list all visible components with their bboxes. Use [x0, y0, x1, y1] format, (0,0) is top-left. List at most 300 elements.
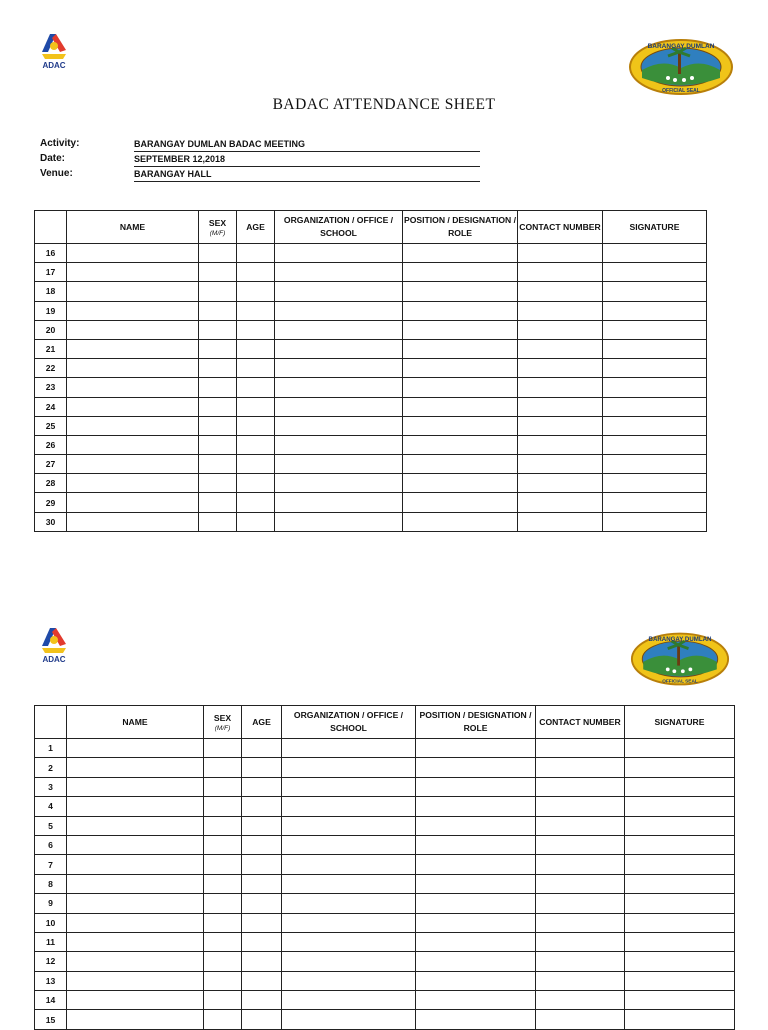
age-cell[interactable] — [242, 758, 282, 777]
name-cell[interactable] — [67, 991, 204, 1010]
age-cell[interactable] — [242, 777, 282, 796]
position-cell[interactable] — [416, 816, 536, 835]
contact-cell[interactable] — [518, 320, 603, 339]
organization-cell[interactable] — [282, 758, 416, 777]
age-cell[interactable] — [242, 816, 282, 835]
signature-cell[interactable] — [625, 758, 735, 777]
age-cell[interactable] — [242, 952, 282, 971]
svg-text:ADAC: ADAC — [42, 655, 66, 664]
signature-cell[interactable] — [625, 913, 735, 932]
organization-cell[interactable] — [275, 493, 403, 512]
age-cell[interactable] — [242, 855, 282, 874]
sex-cell[interactable] — [204, 991, 242, 1010]
sex-cell[interactable] — [199, 435, 237, 454]
signature-cell[interactable] — [603, 416, 707, 435]
name-cell[interactable] — [67, 455, 199, 474]
sex-cell[interactable] — [204, 758, 242, 777]
sex-cell[interactable] — [204, 913, 242, 932]
venue-label: Venue: — [40, 168, 73, 179]
svg-text:ADAC: ADAC — [42, 61, 66, 70]
header-position: POSITION / DESIGNATION / ROLE — [416, 706, 536, 739]
sex-cell[interactable] — [204, 1010, 242, 1029]
header-signature: SIGNATURE — [625, 706, 735, 739]
position-cell[interactable] — [416, 991, 536, 1010]
header-contact: CONTACT NUMBER — [518, 211, 603, 244]
organization-cell[interactable] — [282, 1010, 416, 1029]
signature-cell[interactable] — [625, 971, 735, 990]
attendance-table-1 — [34, 210, 707, 532]
signature-cell[interactable] — [603, 493, 707, 512]
position-cell[interactable] — [403, 320, 518, 339]
position-cell[interactable] — [416, 835, 536, 854]
name-cell[interactable] — [67, 971, 204, 990]
organization-cell[interactable] — [275, 263, 403, 282]
table-row — [35, 244, 707, 263]
organization-cell[interactable] — [282, 952, 416, 971]
age-cell[interactable] — [237, 397, 275, 416]
age-cell[interactable] — [237, 512, 275, 531]
sex-cell[interactable] — [199, 359, 237, 378]
contact-cell[interactable] — [536, 835, 625, 854]
table-row — [35, 913, 735, 932]
signature-cell[interactable] — [603, 359, 707, 378]
signature-cell[interactable] — [603, 435, 707, 454]
organization-cell[interactable] — [275, 339, 403, 358]
table-row — [35, 971, 735, 990]
age-cell[interactable] — [242, 894, 282, 913]
age-cell[interactable] — [242, 835, 282, 854]
organization-cell[interactable] — [275, 359, 403, 378]
age-cell[interactable] — [237, 263, 275, 282]
organization-cell[interactable] — [282, 816, 416, 835]
table-row — [35, 932, 735, 951]
contact-cell[interactable] — [536, 991, 625, 1010]
contact-cell[interactable] — [518, 359, 603, 378]
age-cell[interactable] — [237, 474, 275, 493]
name-cell[interactable] — [67, 758, 204, 777]
age-cell[interactable] — [242, 874, 282, 893]
age-cell[interactable] — [237, 282, 275, 301]
name-cell[interactable] — [67, 1010, 204, 1029]
row-number: 11 — [35, 932, 67, 951]
signature-cell[interactable] — [603, 301, 707, 320]
header-number — [35, 706, 67, 739]
age-cell[interactable] — [242, 932, 282, 951]
sex-cell[interactable] — [204, 932, 242, 951]
row-number: 2 — [35, 758, 67, 777]
name-cell[interactable] — [67, 493, 199, 512]
row-number: 28 — [35, 474, 67, 493]
name-cell[interactable] — [67, 301, 199, 320]
signature-cell[interactable] — [603, 282, 707, 301]
signature-cell[interactable] — [625, 1010, 735, 1029]
header-name: NAME — [67, 706, 204, 739]
organization-cell[interactable] — [275, 244, 403, 263]
contact-cell[interactable] — [518, 416, 603, 435]
position-cell[interactable] — [416, 797, 536, 816]
organization-cell[interactable] — [275, 416, 403, 435]
sex-cell[interactable] — [204, 797, 242, 816]
row-number: 14 — [35, 991, 67, 1010]
name-cell[interactable] — [67, 263, 199, 282]
table-row — [35, 339, 707, 358]
sex-cell[interactable] — [204, 971, 242, 990]
svg-text:OFFICIAL SEAL: OFFICIAL SEAL — [662, 678, 698, 684]
table-row — [35, 359, 707, 378]
contact-cell[interactable] — [536, 1010, 625, 1029]
svg-text:BARANGAY DUMLAN: BARANGAY DUMLAN — [648, 636, 712, 644]
sex-cell[interactable] — [199, 244, 237, 263]
contact-cell[interactable] — [518, 512, 603, 531]
signature-cell[interactable] — [625, 835, 735, 854]
activity-value: BARANGAY DUMLAN BADAC MEETING — [134, 138, 480, 152]
signature-cell[interactable] — [603, 397, 707, 416]
organization-cell[interactable] — [282, 739, 416, 758]
table-row — [35, 758, 735, 777]
sex-cell[interactable] — [204, 835, 242, 854]
organization-cell[interactable] — [275, 282, 403, 301]
name-cell[interactable] — [67, 855, 204, 874]
contact-cell[interactable] — [536, 971, 625, 990]
table-row — [35, 378, 707, 397]
name-cell[interactable] — [67, 282, 199, 301]
position-cell[interactable] — [403, 339, 518, 358]
sex-cell[interactable] — [199, 339, 237, 358]
contact-cell[interactable] — [536, 913, 625, 932]
table-row — [35, 952, 735, 971]
row-number: 8 — [35, 874, 67, 893]
contact-cell[interactable] — [518, 378, 603, 397]
name-cell[interactable] — [67, 932, 204, 951]
contact-cell[interactable] — [536, 758, 625, 777]
sex-cell[interactable] — [199, 512, 237, 531]
organization-cell[interactable] — [275, 378, 403, 397]
contact-cell[interactable] — [518, 435, 603, 454]
header-organization: ORGANIZATION / OFFICE / SCHOOL — [275, 211, 403, 244]
header-position: POSITION / DESIGNATION / ROLE — [403, 211, 518, 244]
position-cell[interactable] — [403, 435, 518, 454]
position-cell[interactable] — [403, 301, 518, 320]
signature-cell[interactable] — [603, 512, 707, 531]
venue-value: BARANGAY HALL — [134, 168, 480, 182]
header-sex — [199, 211, 237, 244]
position-cell[interactable] — [416, 952, 536, 971]
age-cell[interactable] — [237, 301, 275, 320]
signature-cell[interactable] — [603, 378, 707, 397]
age-cell[interactable] — [242, 739, 282, 758]
position-cell[interactable] — [403, 359, 518, 378]
name-cell[interactable] — [67, 797, 204, 816]
contact-cell[interactable] — [518, 455, 603, 474]
age-cell[interactable] — [237, 455, 275, 474]
row-number: 4 — [35, 797, 67, 816]
table-header-row — [35, 211, 707, 244]
contact-cell[interactable] — [518, 397, 603, 416]
date-label: Date: — [40, 153, 66, 164]
signature-cell[interactable] — [625, 932, 735, 951]
table-row — [35, 320, 707, 339]
row-number: 13 — [35, 971, 67, 990]
sex-cell[interactable] — [199, 263, 237, 282]
signature-cell[interactable] — [625, 816, 735, 835]
row-number: 6 — [35, 835, 67, 854]
position-cell[interactable] — [416, 777, 536, 796]
table-row — [35, 455, 707, 474]
organization-cell[interactable] — [282, 874, 416, 893]
name-cell[interactable] — [67, 435, 199, 454]
row-number: 25 — [35, 416, 67, 435]
signature-cell[interactable] — [625, 855, 735, 874]
sex-cell[interactable] — [199, 474, 237, 493]
svg-text:OFFICIAL SEAL: OFFICIAL SEAL — [662, 88, 700, 94]
contact-cell[interactable] — [518, 301, 603, 320]
activity-row — [40, 138, 480, 152]
position-cell[interactable] — [416, 971, 536, 990]
organization-cell[interactable] — [275, 320, 403, 339]
contact-cell[interactable] — [536, 816, 625, 835]
date-value: SEPTEMBER 12,2018 — [134, 153, 480, 167]
signature-cell[interactable] — [603, 263, 707, 282]
age-cell[interactable] — [237, 416, 275, 435]
contact-cell[interactable] — [518, 339, 603, 358]
position-cell[interactable] — [403, 244, 518, 263]
table-header-row — [35, 706, 735, 739]
organization-cell[interactable] — [275, 301, 403, 320]
organization-cell[interactable] — [282, 932, 416, 951]
name-cell[interactable] — [67, 913, 204, 932]
table-row — [35, 777, 735, 796]
row-number: 15 — [35, 1010, 67, 1029]
meeting-info — [40, 138, 480, 183]
contact-cell[interactable] — [518, 244, 603, 263]
table-row — [35, 894, 735, 913]
position-cell[interactable] — [416, 874, 536, 893]
age-cell[interactable] — [237, 320, 275, 339]
table-row — [35, 816, 735, 835]
contact-cell[interactable] — [536, 739, 625, 758]
age-cell[interactable] — [237, 359, 275, 378]
row-number: 12 — [35, 952, 67, 971]
table-row — [35, 416, 707, 435]
contact-cell[interactable] — [536, 894, 625, 913]
name-cell[interactable] — [67, 835, 204, 854]
organization-cell[interactable] — [275, 512, 403, 531]
organization-cell[interactable] — [275, 435, 403, 454]
table-row — [35, 397, 707, 416]
age-cell[interactable] — [242, 971, 282, 990]
row-number: 21 — [35, 339, 67, 358]
position-cell[interactable] — [403, 416, 518, 435]
row-number: 24 — [35, 397, 67, 416]
signature-cell[interactable] — [625, 874, 735, 893]
row-number: 23 — [35, 378, 67, 397]
organization-cell[interactable] — [282, 913, 416, 932]
sex-cell[interactable] — [199, 416, 237, 435]
sex-cell[interactable] — [204, 952, 242, 971]
table-row — [35, 435, 707, 454]
sex-cell[interactable] — [204, 816, 242, 835]
position-cell[interactable] — [403, 512, 518, 531]
sex-cell[interactable] — [199, 378, 237, 397]
position-cell[interactable] — [416, 894, 536, 913]
contact-cell[interactable] — [518, 474, 603, 493]
barangay-seal-logo — [628, 38, 734, 96]
svg-text:BARANGAY DUMLAN: BARANGAY DUMLAN — [647, 43, 715, 50]
header-age: AGE — [237, 211, 275, 244]
name-cell[interactable] — [67, 474, 199, 493]
header-contact: CONTACT NUMBER — [536, 706, 625, 739]
position-cell[interactable] — [416, 932, 536, 951]
row-number: 20 — [35, 320, 67, 339]
table-row — [35, 493, 707, 512]
position-cell[interactable] — [416, 739, 536, 758]
sex-cell[interactable] — [199, 282, 237, 301]
signature-cell[interactable] — [603, 339, 707, 358]
signature-cell[interactable] — [625, 991, 735, 1010]
name-cell[interactable] — [67, 339, 199, 358]
contact-cell[interactable] — [536, 797, 625, 816]
table-row — [35, 797, 735, 816]
age-cell[interactable] — [242, 991, 282, 1010]
contact-cell[interactable] — [518, 282, 603, 301]
name-cell[interactable] — [67, 874, 204, 893]
row-number: 27 — [35, 455, 67, 474]
position-cell[interactable] — [403, 397, 518, 416]
row-number: 7 — [35, 855, 67, 874]
header-sex — [204, 706, 242, 739]
position-cell[interactable] — [403, 493, 518, 512]
name-cell[interactable] — [67, 378, 199, 397]
age-cell[interactable] — [237, 435, 275, 454]
organization-cell[interactable] — [275, 397, 403, 416]
table-row — [35, 512, 707, 531]
row-number: 3 — [35, 777, 67, 796]
organization-cell[interactable] — [282, 835, 416, 854]
signature-cell[interactable] — [625, 894, 735, 913]
venue-row — [40, 168, 480, 182]
signature-cell[interactable] — [625, 797, 735, 816]
contact-cell[interactable] — [536, 777, 625, 796]
sex-cell[interactable] — [199, 397, 237, 416]
sex-cell[interactable] — [199, 320, 237, 339]
row-number: 22 — [35, 359, 67, 378]
organization-cell[interactable] — [282, 971, 416, 990]
position-cell[interactable] — [416, 1010, 536, 1029]
sex-cell[interactable] — [199, 455, 237, 474]
signature-cell[interactable] — [625, 777, 735, 796]
table-row — [35, 874, 735, 893]
name-cell[interactable] — [67, 320, 199, 339]
signature-cell[interactable] — [625, 739, 735, 758]
sex-cell[interactable] — [204, 777, 242, 796]
row-number: 17 — [35, 263, 67, 282]
attendance-table-2 — [34, 705, 735, 1030]
table-row — [35, 855, 735, 874]
name-cell[interactable] — [67, 512, 199, 531]
position-cell[interactable] — [416, 913, 536, 932]
signature-cell[interactable] — [625, 952, 735, 971]
organization-cell[interactable] — [282, 991, 416, 1010]
age-cell[interactable] — [242, 1010, 282, 1029]
table-row — [35, 263, 707, 282]
organization-cell[interactable] — [275, 474, 403, 493]
position-cell[interactable] — [403, 474, 518, 493]
signature-cell[interactable] — [603, 320, 707, 339]
name-cell[interactable] — [67, 244, 199, 263]
row-number: 1 — [35, 739, 67, 758]
age-cell[interactable] — [237, 493, 275, 512]
sex-cell[interactable] — [199, 301, 237, 320]
header-number — [35, 211, 67, 244]
name-cell[interactable] — [67, 894, 204, 913]
sex-cell[interactable] — [204, 855, 242, 874]
position-cell[interactable] — [403, 263, 518, 282]
row-number: 5 — [35, 816, 67, 835]
name-cell[interactable] — [67, 816, 204, 835]
name-cell[interactable] — [67, 952, 204, 971]
organization-cell[interactable] — [282, 894, 416, 913]
contact-cell[interactable] — [518, 493, 603, 512]
contact-cell[interactable] — [536, 874, 625, 893]
sex-cell[interactable] — [204, 874, 242, 893]
header-organization: ORGANIZATION / OFFICE / SCHOOL — [282, 706, 416, 739]
date-row — [40, 153, 480, 167]
header-sex-sub: (M/F) — [209, 229, 226, 237]
table-row — [35, 282, 707, 301]
contact-cell[interactable] — [536, 855, 625, 874]
row-number: 26 — [35, 435, 67, 454]
row-number: 19 — [35, 301, 67, 320]
age-cell[interactable] — [242, 797, 282, 816]
position-cell[interactable] — [403, 282, 518, 301]
contact-cell[interactable] — [518, 263, 603, 282]
signature-cell[interactable] — [603, 244, 707, 263]
position-cell[interactable] — [416, 855, 536, 874]
position-cell[interactable] — [416, 758, 536, 777]
adac-logo — [32, 26, 76, 70]
sex-cell[interactable] — [204, 894, 242, 913]
name-cell[interactable] — [67, 397, 199, 416]
signature-cell[interactable] — [603, 455, 707, 474]
age-cell[interactable] — [237, 378, 275, 397]
header-age: AGE — [242, 706, 282, 739]
row-number: 16 — [35, 244, 67, 263]
age-cell[interactable] — [242, 913, 282, 932]
sex-cell[interactable] — [204, 739, 242, 758]
position-cell[interactable] — [403, 378, 518, 397]
name-cell[interactable] — [67, 739, 204, 758]
organization-cell[interactable] — [282, 797, 416, 816]
signature-cell[interactable] — [603, 474, 707, 493]
adac-logo-2 — [32, 620, 76, 664]
row-number: 29 — [35, 493, 67, 512]
name-cell[interactable] — [67, 777, 204, 796]
contact-cell[interactable] — [536, 952, 625, 971]
position-cell[interactable] — [403, 455, 518, 474]
organization-cell[interactable] — [282, 855, 416, 874]
name-cell[interactable] — [67, 416, 199, 435]
organization-cell[interactable] — [275, 455, 403, 474]
contact-cell[interactable] — [536, 932, 625, 951]
age-cell[interactable] — [237, 244, 275, 263]
sex-cell[interactable] — [199, 493, 237, 512]
barangay-seal-logo-2 — [630, 630, 730, 688]
header-name: NAME — [67, 211, 199, 244]
name-cell[interactable] — [67, 359, 199, 378]
organization-cell[interactable] — [282, 777, 416, 796]
age-cell[interactable] — [237, 339, 275, 358]
row-number: 10 — [35, 913, 67, 932]
